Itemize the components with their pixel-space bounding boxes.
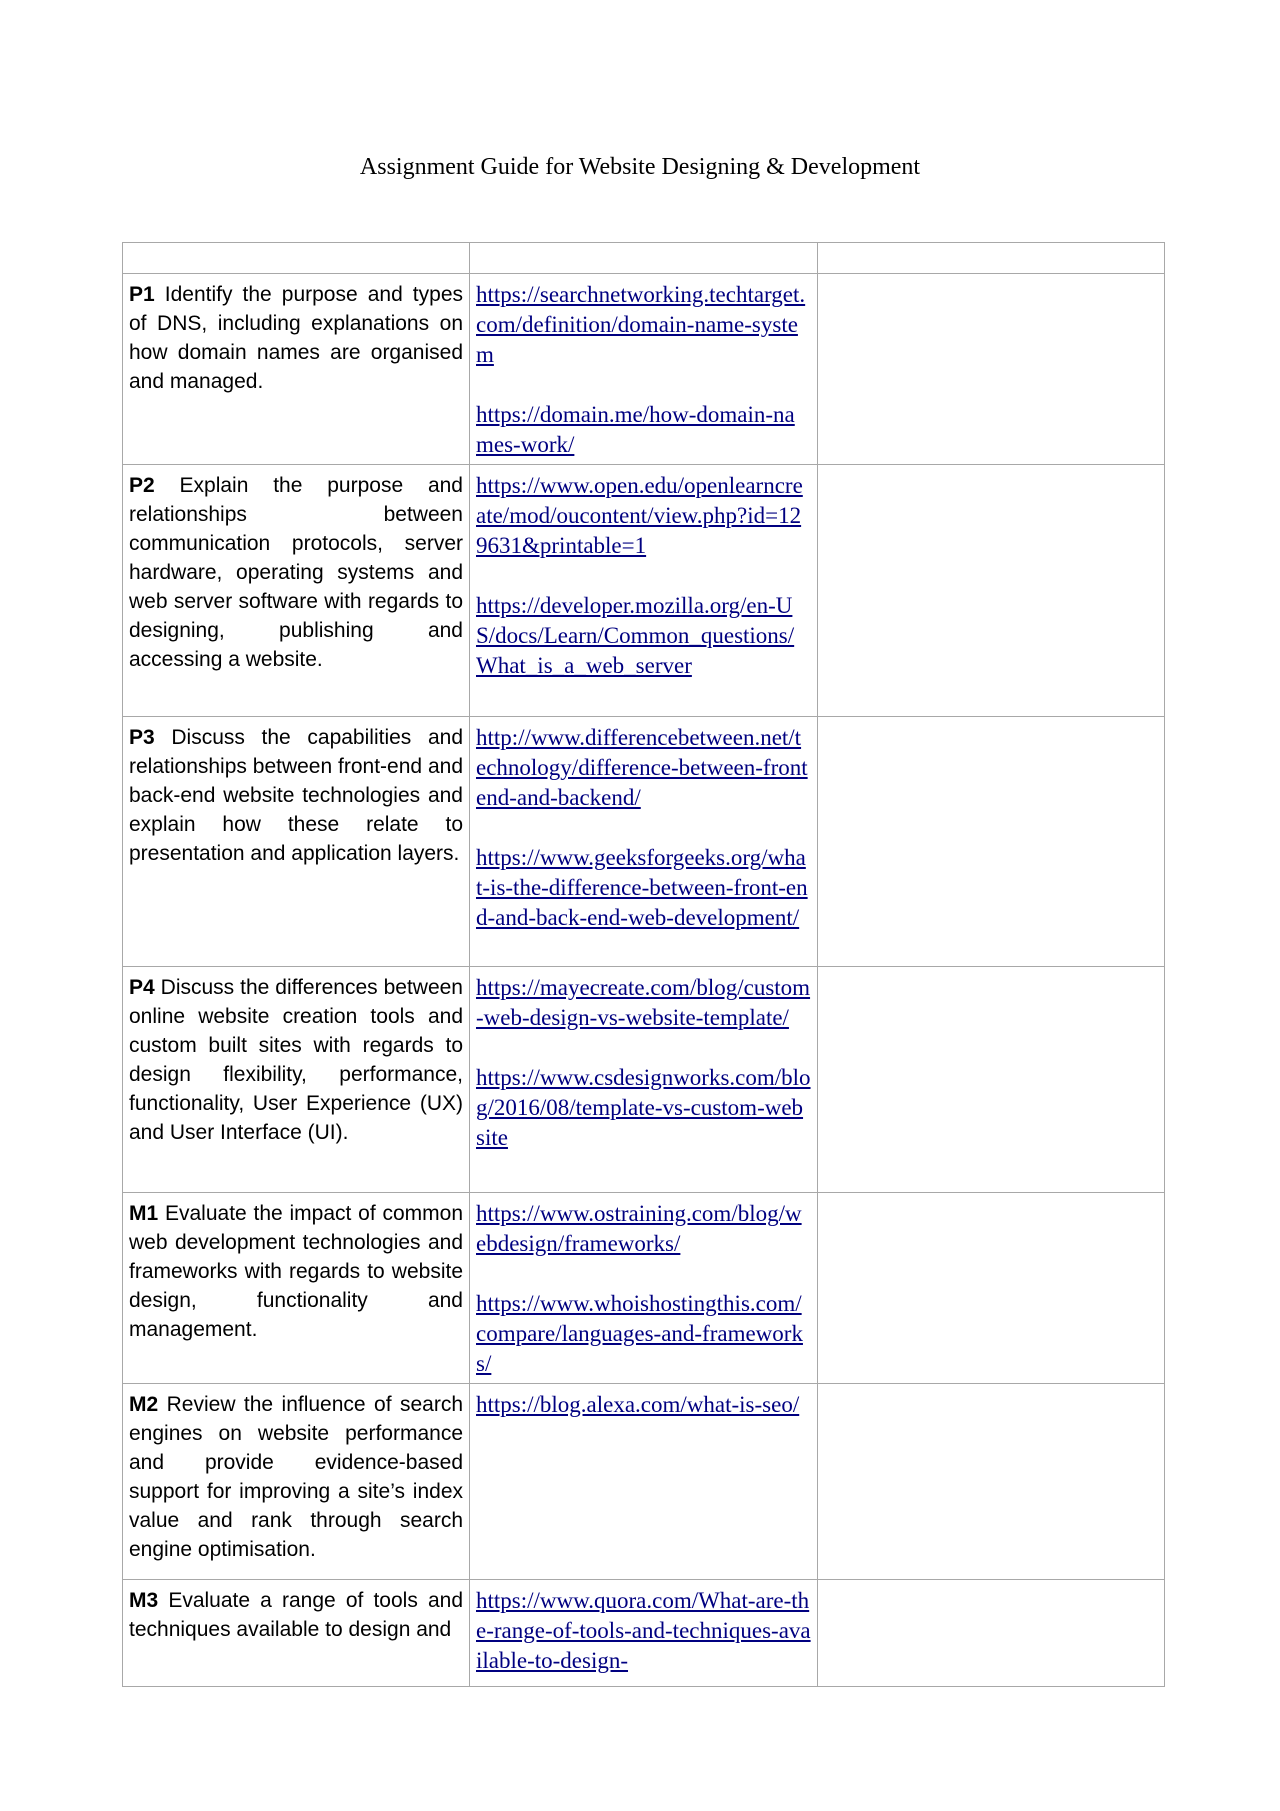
header-cell-resources xyxy=(470,243,818,274)
resource-links-cell xyxy=(470,1193,818,1384)
table-row xyxy=(123,717,1165,967)
criterion-text: Discuss the differences between online website creation tools and custom built sites with regards to design flexibility, performance, functionality, User Experience (UX) and User Interface (UI). xyxy=(129,976,463,1144)
criterion-code: P4 xyxy=(129,976,155,999)
criterion-cell xyxy=(123,967,470,1193)
notes-cell xyxy=(818,465,1165,717)
notes-cell xyxy=(818,1193,1165,1384)
criterion-text: Evaluate a range of tools and techniques available to design and xyxy=(129,1589,463,1641)
criterion-code: M2 xyxy=(129,1393,159,1416)
table-row xyxy=(123,465,1165,717)
criterion-code: M1 xyxy=(129,1202,159,1225)
header-cell-notes xyxy=(818,243,1165,274)
resource-link[interactable]: https://searchnetworking.techtarget.com/definition/domain-name-system xyxy=(476,282,806,367)
criterion-cell xyxy=(123,1193,470,1384)
resource-links-cell xyxy=(470,967,818,1193)
table-header-row xyxy=(123,243,1165,274)
table-row xyxy=(123,1580,1165,1687)
criterion-code: P3 xyxy=(129,726,155,749)
criterion-cell xyxy=(123,274,470,465)
criterion-cell xyxy=(123,1384,470,1580)
notes-cell xyxy=(818,1580,1165,1687)
resource-link[interactable]: https://developer.mozilla.org/en-US/docs/Learn/Common_questions/What_is_a_web_server xyxy=(476,593,795,678)
resource-link[interactable]: https://www.csdesignworks.com/blog/2016/08/template-vs-custom-website xyxy=(476,1065,811,1150)
criterion-text: Evaluate the impact of common web development technologies and frameworks with regards to website design, functionality and management. xyxy=(129,1202,463,1341)
criterion-cell xyxy=(123,465,470,717)
assignment-table xyxy=(122,242,1165,1687)
resource-link[interactable]: https://www.open.edu/openlearncreate/mod/oucontent/view.php?id=129631&printable=1 xyxy=(476,473,803,558)
notes-cell xyxy=(818,1384,1165,1580)
document-title: Assignment Guide for Website Designing & Development xyxy=(359,154,921,180)
criterion-text: Identify the purpose and types of DNS, including explanations on how domain names are organised and managed. xyxy=(129,283,463,393)
criterion-code: M3 xyxy=(129,1589,159,1612)
criterion-code: P1 xyxy=(129,283,155,306)
criterion-cell xyxy=(123,1580,470,1687)
header-cell-criteria xyxy=(123,243,470,274)
criterion-code: P2 xyxy=(129,474,155,497)
table-row xyxy=(123,274,1165,465)
table-row xyxy=(123,1384,1165,1580)
resource-links-cell xyxy=(470,1384,818,1580)
resource-link[interactable]: https://mayecreate.com/blog/custom-web-design-vs-website-template/ xyxy=(476,975,811,1030)
resource-links-cell xyxy=(470,465,818,717)
resource-link[interactable]: https://blog.alexa.com/what-is-seo/ xyxy=(476,1392,800,1417)
criterion-text: Explain the purpose and relationships between communication protocols, server hardware, operating systems and web server software with regards to designing, publishing and accessing a website. xyxy=(129,474,463,671)
resource-link[interactable]: http://www.differencebetween.net/technology/difference-between-frontend-and-backend/ xyxy=(476,725,808,810)
table-row xyxy=(123,1193,1165,1384)
resource-link[interactable]: https://domain.me/how-domain-names-work/ xyxy=(476,402,795,457)
notes-cell xyxy=(818,717,1165,967)
resource-links-cell xyxy=(470,717,818,967)
resource-links-cell xyxy=(470,274,818,465)
table-row xyxy=(123,967,1165,1193)
criterion-cell xyxy=(123,717,470,967)
resource-link[interactable]: https://www.quora.com/What-are-the-range-of-tools-and-techniques-available-to-design- xyxy=(476,1588,811,1673)
resource-link[interactable]: https://www.ostraining.com/blog/webdesign/frameworks/ xyxy=(476,1201,802,1256)
notes-cell xyxy=(818,274,1165,465)
resource-links-cell xyxy=(470,1580,818,1687)
criterion-text: Discuss the capabilities and relationships between front-end and back-end website technologies and explain how these relate to presentation and application layers. xyxy=(129,726,463,865)
resource-link[interactable]: https://www.geeksforgeeks.org/what-is-the-difference-between-front-end-and-back-end-web-development/ xyxy=(476,845,808,930)
notes-cell xyxy=(818,967,1165,1193)
criterion-text: Review the influence of search engines on website performance and provide evidence-based support for improving a site’s index value and rank through search engine optimisation. xyxy=(129,1393,463,1561)
resource-link[interactable]: https://www.whoishostingthis.com/compare/languages-and-frameworks/ xyxy=(476,1291,803,1376)
